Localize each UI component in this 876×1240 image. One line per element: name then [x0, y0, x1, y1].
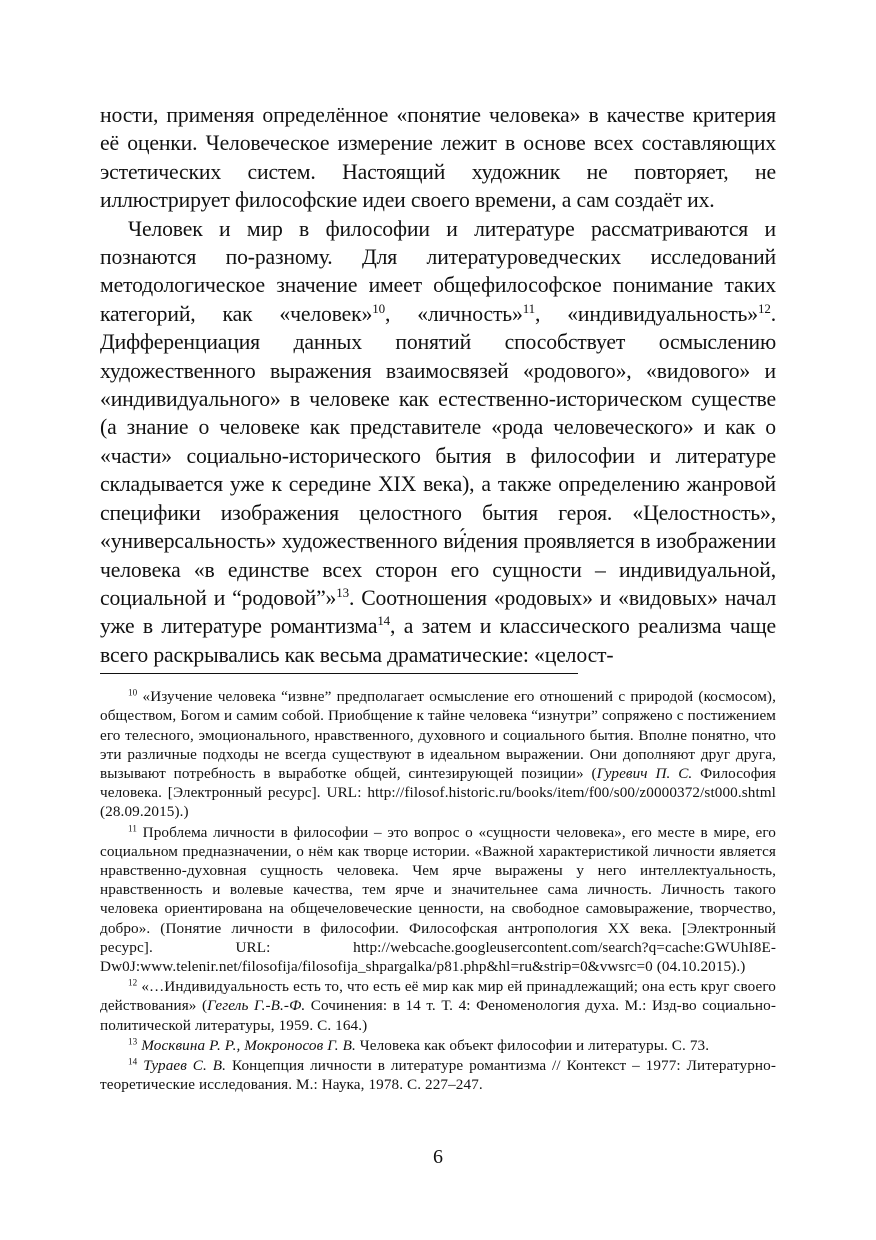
page-number: 6 — [433, 1146, 443, 1168]
footnote-ref[interactable]: 12 — [758, 301, 771, 317]
footnote-number: 13 — [128, 1036, 138, 1047]
paragraph-text: . Дифференциация данных понятий способствует осмыслению художественного выражения взаимосвязей «родового», «видового» и «индивидуального» в человеке как естественно-историческом существе (а знание о человеке как представителе «рода человеческого» и как о «части» социально-исторического бытия в философии и литературе складывается уже к середине XIX века), а также определению жанровой специфики изображения целостного бытия героя. «Целостность», «универсальность» художественного ви̇́дения проявляется в изображении человека «в единстве всех сторон его сущности – индивидуальной, социальной и “родовой”» — [100, 301, 776, 610]
main-text — [100, 101, 776, 669]
footnote-ref[interactable]: 10 — [372, 301, 385, 317]
footnote — [100, 977, 776, 1035]
footnote-author: Гуревич П. С. — [596, 764, 693, 782]
footnote-text: «…Индивидуальность есть то, что есть её мир как мир ей принадлежащий; она есть круг своего действования» ( — [100, 978, 776, 1015]
paragraph-text: , а затем и классического реализма чаще всего раскрывались как весьма драматические: «целост- — [100, 614, 776, 667]
footnote — [100, 823, 776, 977]
footnote-text: Проблема личности в философии – это вопрос о «сущности человека», его месте в мире, его социальном предназначении, о нём как творце истории. «Важной характеристикой личности является нравственно-духовная сущность человека. Чем ярче выражены у него интеллектуальность, нравственность и волевые качества, тем ярче и значительнее сама личность. Личность такого человека ориентирована на общечеловеческие ценности, на свободное самовыражение, творчество, добро». (Понятие личности в философии. Философская антропология XX века. [Электронный ресурс]. URL: http://webcache.googleusercontent.com/search?q=cache:GWUhI8E-Dw0J:www.telenir.net/filosofija/filosofija_shpargalka/p81.php&hl=ru&strip=0&vwsrc=0 (04.10.2015).) — [100, 823, 776, 975]
footnote-ref[interactable]: 13 — [336, 585, 349, 601]
footnote — [100, 1056, 776, 1094]
footnotes — [100, 687, 776, 1094]
footnote-author: Гегель Г.-В.-Ф. — [207, 997, 306, 1015]
paragraph-text: Человек и мир в философии и литературе рассматриваются и познаются по-разному. Для литературоведческих исследований методологическое значение имеет общефилософское понимание таких категорий, как «человек» — [100, 216, 776, 326]
page-content — [100, 101, 776, 1094]
footnote — [100, 687, 776, 821]
paragraph-text: , «индивидуальность» — [534, 301, 758, 326]
footnote-ref[interactable]: 14 — [377, 613, 391, 629]
paragraph-text: , «личность» — [384, 301, 523, 326]
footnote-author: Москвина Р. Р., Мокроносов Г. В. — [141, 1036, 356, 1054]
footnote-text: Человека как объект философии и литературы. С. 73. — [355, 1036, 710, 1054]
footnote-number: 11 — [128, 823, 137, 834]
footnote-divider — [100, 673, 578, 674]
paragraph — [100, 215, 776, 670]
footnote-text: Философия человека. [Электронный ресурс]. URL: http://filosof.historic.ru/books/item/f00/s00/z0000372/st000.shtml (28.09.2015).) — [100, 764, 776, 821]
footnote-number: 12 — [128, 977, 138, 988]
footnote-ref[interactable]: 11 — [522, 301, 535, 317]
footnote-author: Тураев С. В. — [143, 1056, 227, 1074]
footnote — [100, 1036, 776, 1055]
footnote-text: Концепция личности в литературе романтизма // Контекст – 1977: Литературно-теоретические исследования. М.: Наука, 1978. С. 227–247. — [100, 1056, 776, 1094]
footnote-text: Сочинения: в 14 т. Т. 4: Феноменология духа. М.: Изд-во социально-политической литературы, 1959. С. 164.) — [100, 997, 776, 1034]
footnote-number: 14 — [128, 1056, 138, 1067]
paragraph-text: . Соотношения «родовых» и «видовых» начал уже в литературе романтизма — [100, 585, 776, 639]
footnote-number: 10 — [128, 687, 138, 698]
footnote-text: «Изучение человека “извне” предполагает осмысление его отношений с природой (космосом), обществом, Богом и самим собой. Приобщение к тайне человека “изнутри” сопряжено с постижением его телесного, эмоционального, нравственного, духовного и социального бытия. Вполне понятно, что эти различные подходы не всегда существуют в идеальном выражении. Они дополняют друг друга, вызывают потребность в выработке общей, синтезирующей позиции» ( — [100, 688, 776, 782]
paragraph: ности, применяя определённое «понятие человека» в качестве критерия её оценки. Человеческое измерение лежит в основе всех составляющих эстетических систем. Настоящий художник не повторяет, не иллюстрирует философские идеи своего времени, а сам создаёт их. — [100, 103, 776, 213]
